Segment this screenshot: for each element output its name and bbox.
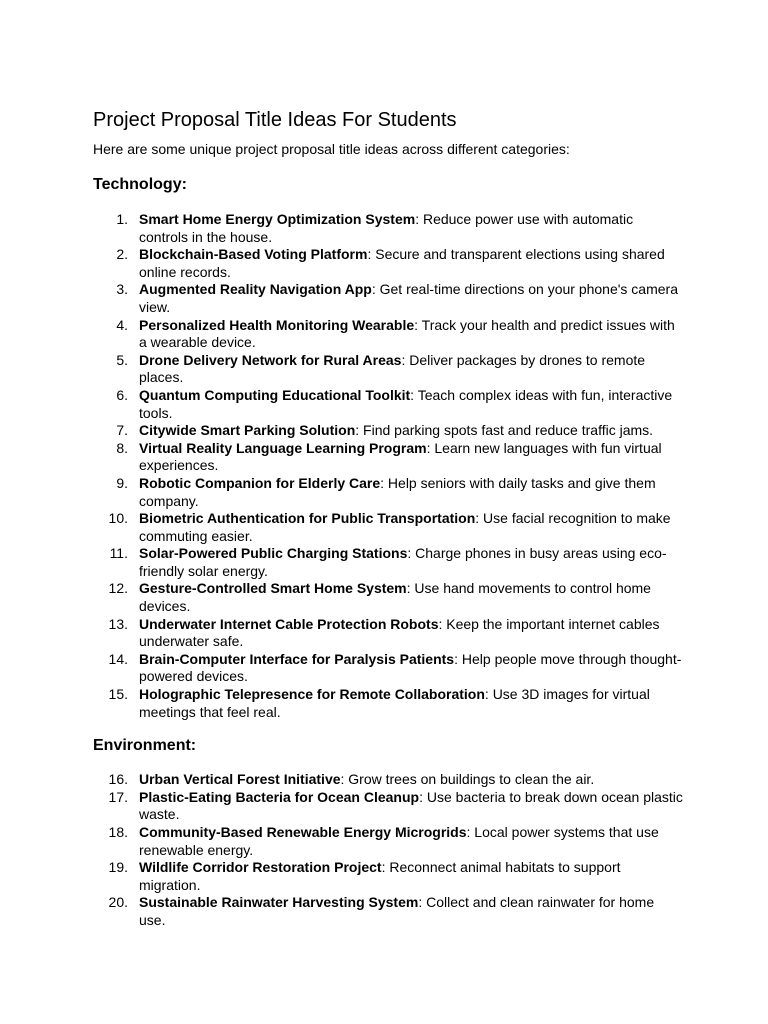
list-item-title: Virtual Reality Language Learning Program [139, 439, 427, 456]
list-item-title: Underwater Internet Cable Protection Robots [139, 615, 439, 632]
list-item-number: 8. [116, 439, 128, 456]
list-item-title: Robotic Companion for Elderly Care [139, 474, 381, 491]
technology-list [93, 211, 683, 721]
list-item-description: : Charge phones in busy areas using eco-friendly solar energy. [139, 545, 667, 579]
list-item-description: : Help people move through thought-powered devices. [139, 650, 682, 685]
list-item-title: Augmented Reality Navigation App [139, 281, 372, 298]
list-item [93, 616, 683, 651]
section-heading-technology: Technology: [93, 176, 187, 193]
list-item-description: : Grow trees on buildings to clean the air. [340, 771, 595, 788]
list-item-number: 19. [108, 859, 128, 876]
list-item [93, 894, 683, 929]
list-item-title: Citywide Smart Parking Solution [139, 422, 356, 439]
list-item [93, 352, 683, 387]
list-item [93, 545, 683, 580]
list-item-number: 17. [108, 788, 128, 805]
list-item-description: : Reconnect animal habitats to support migration. [139, 859, 621, 893]
list-item-number: 1. [116, 211, 128, 227]
list-item-description: : Find parking spots fast and reduce traffic jams. [355, 422, 654, 439]
list-item-number: 18. [108, 824, 128, 840]
list-item-title: Solar-Powered Public Charging Stations [139, 545, 408, 562]
section-heading-environment: Environment: [93, 737, 197, 755]
list-item-number: 12. [108, 580, 128, 597]
page-title: Project Proposal Title Ideas For Students [93, 109, 457, 131]
list-item-number: 3. [116, 281, 128, 298]
list-item [93, 510, 683, 545]
list-item-description: : Use hand movements to control home devices. [139, 580, 651, 615]
list-item-description: : Reduce power use with automatic controls in the house. [139, 211, 634, 245]
list-item-number: 6. [116, 386, 128, 403]
list-item-title: Personalized Health Monitoring Wearable [139, 316, 415, 333]
list-item-description: : Deliver packages by drones to remote places. [139, 351, 646, 386]
list-item-title: Gesture-Controlled Smart Home System [139, 580, 407, 597]
list-item-number: 20. [108, 894, 128, 911]
list-item [93, 651, 683, 686]
list-item [93, 317, 683, 352]
list-item-title: Holographic Telepresence for Remote Collaboration [139, 686, 485, 703]
list-item-number: 11. [109, 545, 128, 562]
list-item-description: : Secure and transparent elections using shared online records. [139, 246, 665, 280]
list-item [93, 211, 683, 246]
list-item-number: 13. [108, 615, 128, 632]
list-item-title: Wildlife Corridor Restoration Project [139, 859, 382, 876]
list-item [93, 440, 683, 475]
list-item-description: : Teach complex ideas with fun, interactive tools. [139, 386, 673, 421]
list-item-number: 15. [108, 686, 128, 703]
list-item-title: Biometric Authentication for Public Transportation [139, 510, 476, 527]
list-item [93, 771, 683, 789]
list-item-title: Blockchain-Based Voting Platform [139, 246, 368, 263]
list-item [93, 580, 683, 615]
document-page [93, 106, 683, 930]
list-item-description: : Get real-time directions on your phone's camera view. [139, 281, 678, 315]
list-item-number: 7. [116, 422, 128, 439]
list-item-number: 2. [116, 246, 128, 263]
list-item-number: 16. [108, 771, 128, 788]
list-item-title: Quantum Computing Educational Toolkit [139, 386, 411, 403]
list-item-number: 10. [108, 510, 128, 527]
list-item-description: : Use bacteria to break down ocean plastic waste. [139, 788, 683, 823]
list-item-title: Community-Based Renewable Energy Microgrids [139, 824, 467, 840]
list-item [93, 789, 683, 824]
list-item-description: : Track your health and predict issues with a wearable device. [139, 316, 675, 351]
list-item [93, 387, 683, 422]
list-item-description: : Help seniors with daily tasks and give them company. [139, 474, 656, 509]
list-item-title: Drone Delivery Network for Rural Areas [139, 351, 402, 368]
list-item [93, 246, 683, 281]
list-item-description: : Collect and clean rainwater for home use. [139, 894, 655, 928]
list-item [93, 281, 683, 316]
list-item-title: Sustainable Rainwater Harvesting System [139, 894, 419, 911]
intro-text: Here are some unique project proposal title ideas across different categories: [93, 141, 570, 157]
list-item-description: : Use 3D images for virtual meetings that feel real. [139, 686, 650, 720]
list-item [93, 475, 683, 510]
list-item-description: : Keep the important internet cables underwater safe. [139, 615, 660, 650]
list-item-title: Plastic-Eating Bacteria for Ocean Cleanup [139, 788, 420, 805]
list-item-title: Smart Home Energy Optimization System [139, 211, 416, 227]
list-item-number: 4. [116, 316, 128, 333]
list-item-description: : Learn new languages with fun virtual experiences. [139, 439, 662, 474]
list-item-title: Urban Vertical Forest Initiative [139, 771, 341, 788]
list-item-number: 5. [116, 351, 128, 368]
list-item-number: 14. [108, 650, 128, 667]
list-item-number: 9. [116, 474, 128, 491]
list-item [93, 824, 683, 859]
list-item [93, 422, 683, 440]
list-item [93, 859, 683, 894]
environment-list [93, 771, 683, 929]
list-item [93, 686, 683, 721]
list-item-description: : Use facial recognition to make commuting easier. [139, 510, 671, 544]
list-item-title: Brain-Computer Interface for Paralysis Patients [139, 650, 455, 667]
list-item-description: : Local power systems that use renewable energy. [139, 824, 659, 858]
